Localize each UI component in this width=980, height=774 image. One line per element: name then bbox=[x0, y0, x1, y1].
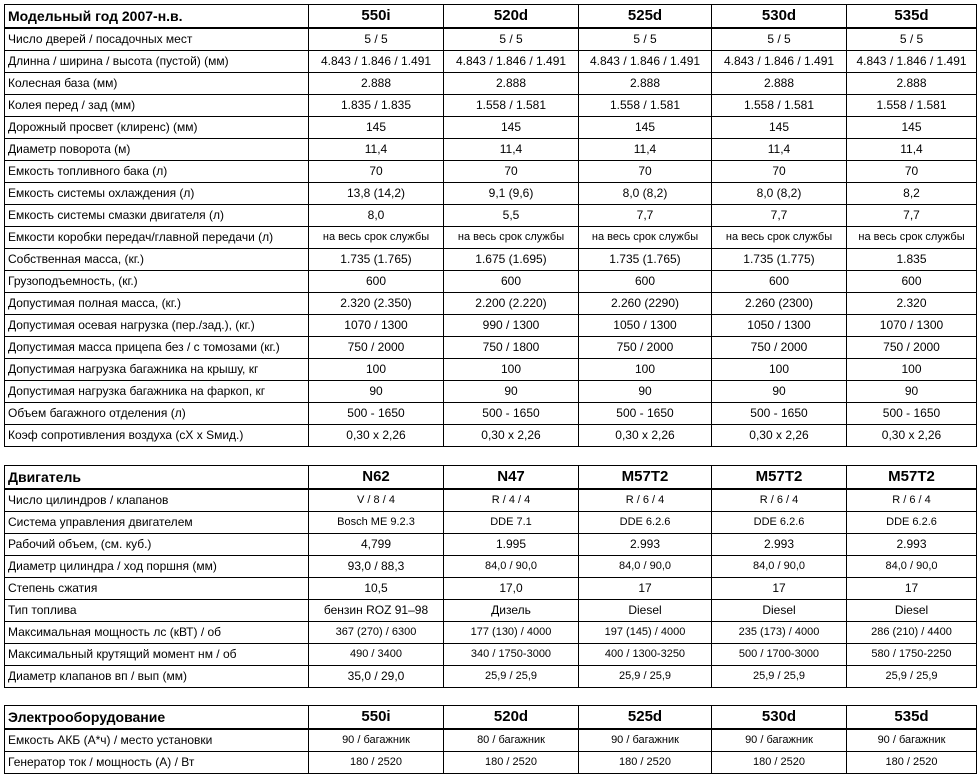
section-title: Модельный год 2007-н.в. bbox=[5, 5, 309, 29]
cell-value: Diesel bbox=[712, 600, 847, 622]
cell-value: 93,0 / 88,3 bbox=[309, 556, 444, 578]
cell-value: 90 bbox=[579, 381, 712, 403]
model-column-header: 530d bbox=[712, 5, 847, 29]
cell-value: 600 bbox=[847, 271, 977, 293]
cell-value: 750 / 2000 bbox=[712, 337, 847, 359]
cell-value: 90 / багажник bbox=[712, 729, 847, 752]
cell-value: 25,9 / 25,9 bbox=[847, 666, 977, 688]
row-label: Диаметр клапанов вп / вып (мм) bbox=[5, 666, 309, 688]
table-row bbox=[5, 556, 977, 578]
cell-value: 5 / 5 bbox=[579, 28, 712, 51]
cell-value: 600 bbox=[444, 271, 579, 293]
cell-value: 100 bbox=[444, 359, 579, 381]
cell-value: 2.993 bbox=[579, 534, 712, 556]
cell-value: 750 / 2000 bbox=[579, 337, 712, 359]
cell-value: 2.320 (2.350) bbox=[309, 293, 444, 315]
section-gap bbox=[4, 688, 976, 705]
cell-value: 7,7 bbox=[712, 205, 847, 227]
table-row bbox=[5, 183, 977, 205]
table-row bbox=[5, 666, 977, 688]
cell-value: 4.843 / 1.846 / 1.491 bbox=[579, 51, 712, 73]
cell-value: 145 bbox=[309, 117, 444, 139]
cell-value: 11,4 bbox=[847, 139, 977, 161]
cell-value: 145 bbox=[444, 117, 579, 139]
cell-value: 8,0 bbox=[309, 205, 444, 227]
model-column-header: 535d bbox=[847, 5, 977, 29]
cell-value: 750 / 2000 bbox=[847, 337, 977, 359]
cell-value: 180 / 2520 bbox=[712, 752, 847, 774]
cell-value: на весь срок службы bbox=[444, 227, 579, 249]
model-column-header: 550i bbox=[309, 706, 444, 730]
cell-value: 600 bbox=[309, 271, 444, 293]
electrical-spec-table bbox=[4, 705, 977, 774]
row-label: Емкости коробки передач/главной передачи (л) bbox=[5, 227, 309, 249]
table-row bbox=[5, 73, 977, 95]
cell-value: 90 / багажник bbox=[579, 729, 712, 752]
cell-value: 2.888 bbox=[847, 73, 977, 95]
table-row bbox=[5, 293, 977, 315]
cell-value: DDE 6.2.6 bbox=[712, 512, 847, 534]
row-label: Диаметр поворота (м) bbox=[5, 139, 309, 161]
cell-value: 90 bbox=[712, 381, 847, 403]
cell-value: 84,0 / 90,0 bbox=[444, 556, 579, 578]
cell-value: R / 6 / 4 bbox=[712, 489, 847, 512]
cell-value: 11,4 bbox=[712, 139, 847, 161]
cell-value: 580 / 1750-2250 bbox=[847, 644, 977, 666]
table-row bbox=[5, 489, 977, 512]
cell-value: 235 (173) / 4000 bbox=[712, 622, 847, 644]
cell-value: 0,30 x 2,26 bbox=[579, 425, 712, 447]
row-label: Максимальная мощность лс (кВТ) / об bbox=[5, 622, 309, 644]
cell-value: 1.558 / 1.581 bbox=[579, 95, 712, 117]
model-column-header: 520d bbox=[444, 5, 579, 29]
model-column-header: N47 bbox=[444, 466, 579, 490]
cell-value: 180 / 2520 bbox=[444, 752, 579, 774]
table-row bbox=[5, 381, 977, 403]
cell-value: 70 bbox=[444, 161, 579, 183]
cell-value: Дизель bbox=[444, 600, 579, 622]
table-row bbox=[5, 337, 977, 359]
cell-value: 4.843 / 1.846 / 1.491 bbox=[712, 51, 847, 73]
table-row bbox=[5, 752, 977, 774]
cell-value: 990 / 1300 bbox=[444, 315, 579, 337]
row-label: Допустимая осевая нагрузка (пер./зад.), (кг.) bbox=[5, 315, 309, 337]
cell-value: 1.735 (1.765) bbox=[579, 249, 712, 271]
row-label: Рабочий объем, (см. куб.) bbox=[5, 534, 309, 556]
row-label: Емкость АКБ (А*ч) / место установки bbox=[5, 729, 309, 752]
model-column-header: M57T2 bbox=[712, 466, 847, 490]
model-column-header: 535d bbox=[847, 706, 977, 730]
table-row bbox=[5, 117, 977, 139]
cell-value: 4.843 / 1.846 / 1.491 bbox=[444, 51, 579, 73]
cell-value: 9,1 (9,6) bbox=[444, 183, 579, 205]
table-row bbox=[5, 249, 977, 271]
cell-value: 100 bbox=[309, 359, 444, 381]
cell-value: 1070 / 1300 bbox=[309, 315, 444, 337]
cell-value: DDE 7.1 bbox=[444, 512, 579, 534]
cell-value: 10,5 bbox=[309, 578, 444, 600]
cell-value: V / 8 / 4 bbox=[309, 489, 444, 512]
model-column-header: 525d bbox=[579, 5, 712, 29]
cell-value: 750 / 1800 bbox=[444, 337, 579, 359]
cell-value: 400 / 1300-3250 bbox=[579, 644, 712, 666]
cell-value: Bosch ME 9.2.3 bbox=[309, 512, 444, 534]
table-row bbox=[5, 227, 977, 249]
cell-value: 90 / багажник bbox=[847, 729, 977, 752]
cell-value: на весь срок службы bbox=[712, 227, 847, 249]
cell-value: 7,7 bbox=[847, 205, 977, 227]
row-label: Дорожный просвет (клиренс) (мм) bbox=[5, 117, 309, 139]
model-column-header: 520d bbox=[444, 706, 579, 730]
section-title: Двигатель bbox=[5, 466, 309, 490]
cell-value: Diesel bbox=[579, 600, 712, 622]
cell-value: 0,30 x 2,26 bbox=[309, 425, 444, 447]
cell-value: R / 6 / 4 bbox=[579, 489, 712, 512]
cell-value: 1050 / 1300 bbox=[712, 315, 847, 337]
cell-value: 500 / 1700-3000 bbox=[712, 644, 847, 666]
cell-value: 11,4 bbox=[309, 139, 444, 161]
cell-value: 1.558 / 1.581 bbox=[847, 95, 977, 117]
section-title: Электрооборудование bbox=[5, 706, 309, 730]
cell-value: 2.888 bbox=[309, 73, 444, 95]
table-row bbox=[5, 644, 977, 666]
cell-value: 2.888 bbox=[444, 73, 579, 95]
body-spec-rows bbox=[5, 5, 977, 447]
cell-value: на весь срок службы bbox=[579, 227, 712, 249]
row-label: Объем багажного отделения (л) bbox=[5, 403, 309, 425]
cell-value: 17 bbox=[712, 578, 847, 600]
table-row bbox=[5, 28, 977, 51]
table-row bbox=[5, 139, 977, 161]
row-label: Максимальный крутящий момент нм / об bbox=[5, 644, 309, 666]
cell-value: 4.843 / 1.846 / 1.491 bbox=[309, 51, 444, 73]
cell-value: 1.558 / 1.581 bbox=[712, 95, 847, 117]
row-label: Степень сжатия bbox=[5, 578, 309, 600]
table-row bbox=[5, 622, 977, 644]
model-column-header: N62 bbox=[309, 466, 444, 490]
cell-value: 2.260 (2300) bbox=[712, 293, 847, 315]
cell-value: 8,0 (8,2) bbox=[579, 183, 712, 205]
cell-value: 0,30 x 2,26 bbox=[444, 425, 579, 447]
cell-value: 1.995 bbox=[444, 534, 579, 556]
cell-value: 25,9 / 25,9 bbox=[444, 666, 579, 688]
cell-value: 5 / 5 bbox=[847, 28, 977, 51]
cell-value: 84,0 / 90,0 bbox=[847, 556, 977, 578]
table-row bbox=[5, 729, 977, 752]
row-label: Система управления двигателем bbox=[5, 512, 309, 534]
cell-value: 600 bbox=[712, 271, 847, 293]
cell-value: 2.993 bbox=[847, 534, 977, 556]
table-row bbox=[5, 359, 977, 381]
cell-value: 84,0 / 90,0 bbox=[579, 556, 712, 578]
row-label: Допустимая нагрузка багажника на фаркоп, кг bbox=[5, 381, 309, 403]
cell-value: 2.888 bbox=[579, 73, 712, 95]
section-gap bbox=[4, 447, 976, 465]
cell-value: 2.200 (2.220) bbox=[444, 293, 579, 315]
row-label: Число дверей / посадочных мест bbox=[5, 28, 309, 51]
cell-value: 197 (145) / 4000 bbox=[579, 622, 712, 644]
cell-value: 5 / 5 bbox=[712, 28, 847, 51]
row-label: Емкость системы охлаждения (л) bbox=[5, 183, 309, 205]
row-label: Тип топлива bbox=[5, 600, 309, 622]
cell-value: 750 / 2000 bbox=[309, 337, 444, 359]
table-row bbox=[5, 315, 977, 337]
model-column-header: 525d bbox=[579, 706, 712, 730]
table-row bbox=[5, 578, 977, 600]
cell-value: 1.735 (1.775) bbox=[712, 249, 847, 271]
cell-value: 90 / багажник bbox=[309, 729, 444, 752]
cell-value: 17 bbox=[579, 578, 712, 600]
cell-value: на весь срок службы bbox=[309, 227, 444, 249]
cell-value: 5 / 5 bbox=[309, 28, 444, 51]
cell-value: бензин ROZ 91–98 bbox=[309, 600, 444, 622]
cell-value: 177 (130) / 4000 bbox=[444, 622, 579, 644]
model-column-header: M57T2 bbox=[579, 466, 712, 490]
body-header-row bbox=[5, 5, 977, 29]
cell-value: 500 - 1650 bbox=[309, 403, 444, 425]
cell-value: 7,7 bbox=[579, 205, 712, 227]
cell-value: 100 bbox=[847, 359, 977, 381]
row-label: Коэф сопротивления воздуха (cX x Sмид.) bbox=[5, 425, 309, 447]
cell-value: 70 bbox=[712, 161, 847, 183]
cell-value: 25,9 / 25,9 bbox=[579, 666, 712, 688]
cell-value: 90 bbox=[847, 381, 977, 403]
cell-value: 8,2 bbox=[847, 183, 977, 205]
table-row bbox=[5, 425, 977, 447]
row-label: Допустимая нагрузка багажника на крышу, кг bbox=[5, 359, 309, 381]
cell-value: R / 4 / 4 bbox=[444, 489, 579, 512]
cell-value: 0,30 x 2,26 bbox=[847, 425, 977, 447]
row-label: Колесная база (мм) bbox=[5, 73, 309, 95]
body-spec-table bbox=[4, 4, 977, 447]
cell-value: 100 bbox=[712, 359, 847, 381]
row-label: Допустимая масса прицепа без / с томозами (кг.) bbox=[5, 337, 309, 359]
cell-value: 80 / багажник bbox=[444, 729, 579, 752]
cell-value: 70 bbox=[309, 161, 444, 183]
cell-value: 600 bbox=[579, 271, 712, 293]
table-row bbox=[5, 512, 977, 534]
model-column-header: 550i bbox=[309, 5, 444, 29]
table-row bbox=[5, 51, 977, 73]
cell-value: 180 / 2520 bbox=[579, 752, 712, 774]
cell-value: 2.888 bbox=[712, 73, 847, 95]
cell-value: 2.320 bbox=[847, 293, 977, 315]
cell-value: 25,9 / 25,9 bbox=[712, 666, 847, 688]
row-label: Грузоподъемность, (кг.) bbox=[5, 271, 309, 293]
cell-value: 5,5 bbox=[444, 205, 579, 227]
cell-value: 35,0 / 29,0 bbox=[309, 666, 444, 688]
cell-value: 84,0 / 90,0 bbox=[712, 556, 847, 578]
spec-sheet bbox=[4, 4, 976, 774]
table-row bbox=[5, 95, 977, 117]
cell-value: 1070 / 1300 bbox=[847, 315, 977, 337]
table-row bbox=[5, 161, 977, 183]
electrical-spec-rows bbox=[5, 706, 977, 774]
cell-value: 500 - 1650 bbox=[444, 403, 579, 425]
cell-value: 340 / 1750-3000 bbox=[444, 644, 579, 666]
row-label: Длинна / ширина / высота (пустой) (мм) bbox=[5, 51, 309, 73]
cell-value: 180 / 2520 bbox=[847, 752, 977, 774]
cell-value: 17,0 bbox=[444, 578, 579, 600]
cell-value: 490 / 3400 bbox=[309, 644, 444, 666]
cell-value: Diesel bbox=[847, 600, 977, 622]
engine-spec-rows bbox=[5, 466, 977, 688]
table-row bbox=[5, 600, 977, 622]
cell-value: на весь срок службы bbox=[847, 227, 977, 249]
electrical-header-row bbox=[5, 706, 977, 730]
cell-value: 17 bbox=[847, 578, 977, 600]
cell-value: 0,30 x 2,26 bbox=[712, 425, 847, 447]
cell-value: 100 bbox=[579, 359, 712, 381]
cell-value: 70 bbox=[579, 161, 712, 183]
model-column-header: M57T2 bbox=[847, 466, 977, 490]
cell-value: 8,0 (8,2) bbox=[712, 183, 847, 205]
cell-value: 1.835 bbox=[847, 249, 977, 271]
row-label: Генератор ток / мощность (А) / Вт bbox=[5, 752, 309, 774]
cell-value: 1.558 / 1.581 bbox=[444, 95, 579, 117]
table-row bbox=[5, 271, 977, 293]
row-label: Емкость системы смазки двигателя (л) bbox=[5, 205, 309, 227]
cell-value: 1050 / 1300 bbox=[579, 315, 712, 337]
row-label: Собственная масса, (кг.) bbox=[5, 249, 309, 271]
cell-value: 4.843 / 1.846 / 1.491 bbox=[847, 51, 977, 73]
cell-value: 145 bbox=[579, 117, 712, 139]
cell-value: DDE 6.2.6 bbox=[847, 512, 977, 534]
row-label: Число цилиндров / клапанов bbox=[5, 489, 309, 512]
row-label: Диаметр цилиндра / ход поршня (мм) bbox=[5, 556, 309, 578]
cell-value: R / 6 / 4 bbox=[847, 489, 977, 512]
engine-header-row bbox=[5, 466, 977, 490]
cell-value: 500 - 1650 bbox=[712, 403, 847, 425]
cell-value: 180 / 2520 bbox=[309, 752, 444, 774]
cell-value: 2.993 bbox=[712, 534, 847, 556]
model-column-header: 530d bbox=[712, 706, 847, 730]
cell-value: 500 - 1650 bbox=[847, 403, 977, 425]
cell-value: 145 bbox=[712, 117, 847, 139]
cell-value: DDE 6.2.6 bbox=[579, 512, 712, 534]
cell-value: 500 - 1650 bbox=[579, 403, 712, 425]
cell-value: 11,4 bbox=[444, 139, 579, 161]
cell-value: 145 bbox=[847, 117, 977, 139]
cell-value: 2.260 (2290) bbox=[579, 293, 712, 315]
cell-value: 90 bbox=[309, 381, 444, 403]
row-label: Колея перед / зад (мм) bbox=[5, 95, 309, 117]
cell-value: 367 (270) / 6300 bbox=[309, 622, 444, 644]
table-row bbox=[5, 403, 977, 425]
row-label: Допустимая полная масса, (кг.) bbox=[5, 293, 309, 315]
cell-value: 11,4 bbox=[579, 139, 712, 161]
cell-value: 1.835 / 1.835 bbox=[309, 95, 444, 117]
cell-value: 286 (210) / 4400 bbox=[847, 622, 977, 644]
cell-value: 4,799 bbox=[309, 534, 444, 556]
cell-value: 70 bbox=[847, 161, 977, 183]
cell-value: 90 bbox=[444, 381, 579, 403]
table-row bbox=[5, 534, 977, 556]
table-row bbox=[5, 205, 977, 227]
row-label: Емкость топливного бака (л) bbox=[5, 161, 309, 183]
cell-value: 1.735 (1.765) bbox=[309, 249, 444, 271]
cell-value: 1.675 (1.695) bbox=[444, 249, 579, 271]
cell-value: 5 / 5 bbox=[444, 28, 579, 51]
cell-value: 13,8 (14,2) bbox=[309, 183, 444, 205]
engine-spec-table bbox=[4, 465, 977, 688]
